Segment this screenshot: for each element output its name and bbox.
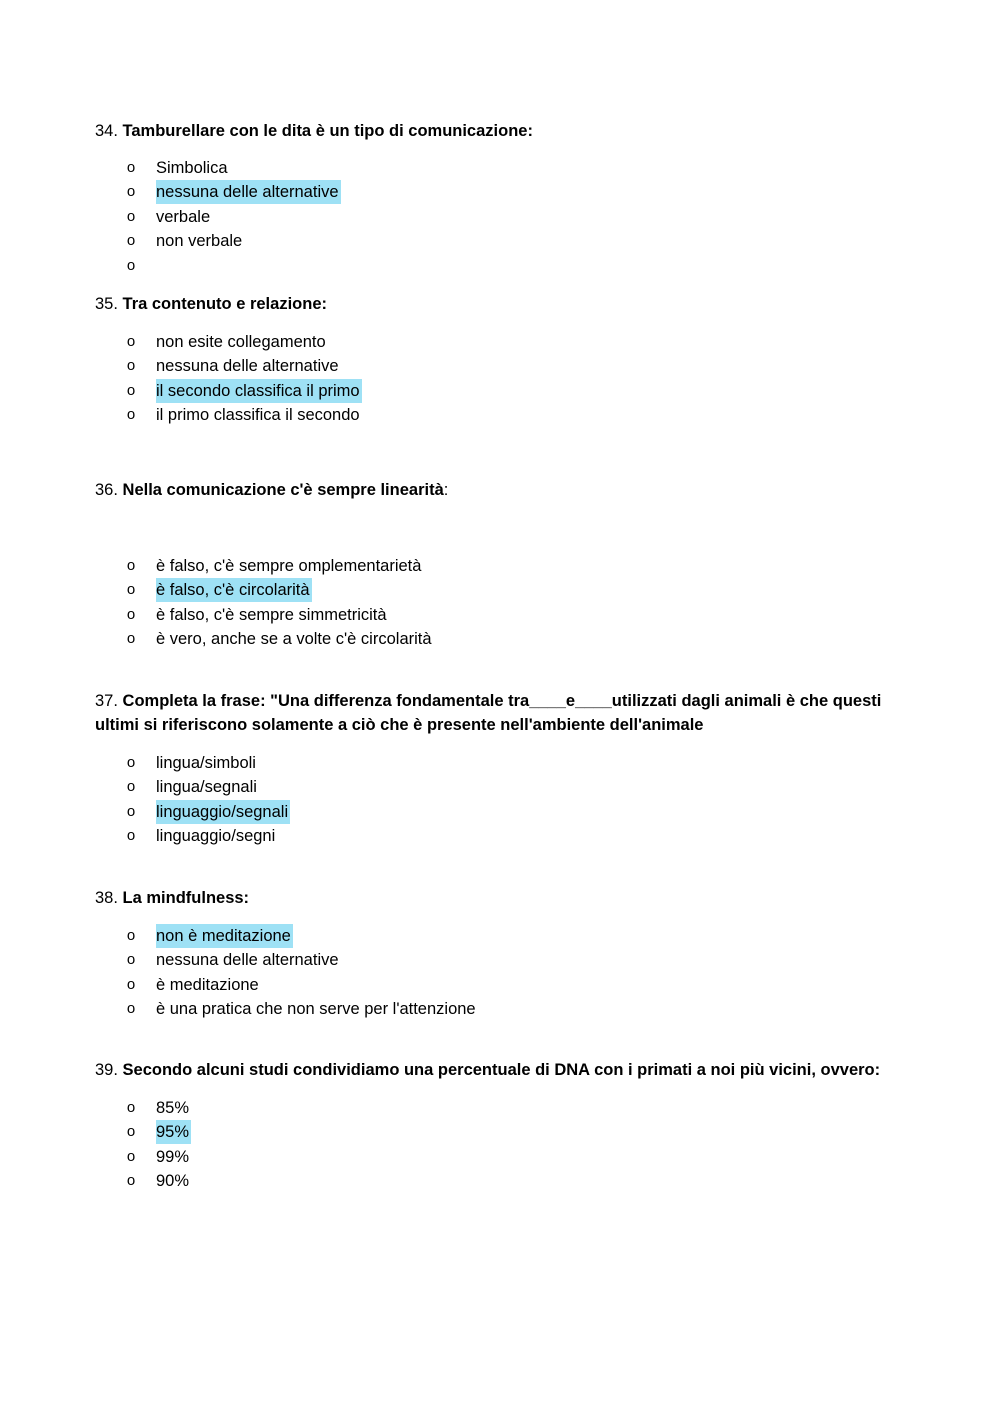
answer-option (95, 254, 895, 278)
circle-bullet-icon: o (126, 333, 136, 350)
circle-bullet-icon: o (126, 754, 136, 771)
question-text (95, 292, 895, 316)
circle-bullet-icon: o (126, 927, 136, 944)
answer-label: nessuna delle alternative (156, 357, 339, 376)
circle-bullet-icon: o (126, 207, 136, 225)
answer-label: è una pratica che non serve per l'attenzione (156, 1000, 476, 1019)
answer-label-highlighted: 95% (156, 1120, 191, 1144)
answer-label: è vero, anche se a volte c'è circolarità (156, 630, 432, 649)
circle-bullet-icon: o (126, 406, 136, 424)
answer-label: non esite collegamento (156, 333, 326, 351)
answer-option (95, 354, 895, 378)
question-suffix: : (443, 481, 449, 499)
question-number: 37. (95, 692, 118, 710)
answer-label: il primo classifica il secondo (156, 406, 360, 425)
answer-option (95, 924, 895, 948)
answer-option (95, 156, 895, 180)
answer-option (95, 997, 895, 1021)
circle-bullet-icon: o (126, 256, 136, 274)
question-38 (95, 886, 895, 1022)
question-37 (95, 689, 885, 849)
answer-options (95, 751, 885, 849)
question-number: 38. (95, 889, 118, 907)
answer-option (95, 775, 885, 799)
answer-option (95, 800, 885, 824)
question-39 (95, 1058, 895, 1194)
circle-bullet-icon: o (126, 1172, 136, 1190)
question-text (95, 886, 895, 910)
answer-label-highlighted: il secondo classifica il primo (156, 379, 362, 403)
question-number: 35. (95, 295, 118, 313)
answer-option (95, 1120, 895, 1144)
circle-bullet-icon: o (126, 183, 136, 201)
answer-label-highlighted: nessuna delle alternative (156, 180, 341, 204)
question-body: Nella comunicazione c'è sempre linearità (122, 481, 444, 499)
answer-label: non verbale (156, 232, 243, 251)
circle-bullet-icon: o (126, 802, 136, 820)
answer-option (95, 603, 895, 627)
answer-options (95, 924, 895, 1022)
circle-bullet-icon: o (126, 951, 136, 969)
answer-label: 90% (156, 1172, 190, 1191)
answer-option (95, 1096, 895, 1120)
circle-bullet-icon: o (126, 778, 136, 796)
circle-bullet-icon: o (126, 1000, 136, 1018)
question-body: La mindfulness: (122, 889, 250, 907)
answer-option (95, 403, 895, 427)
question-text (95, 689, 885, 737)
answer-label: 99% (156, 1147, 190, 1166)
answer-options (95, 330, 895, 428)
question-number: 39. (95, 1061, 118, 1079)
circle-bullet-icon: o (126, 232, 136, 250)
answer-option (95, 554, 895, 578)
answer-option (95, 824, 885, 848)
answer-option (95, 578, 895, 602)
answer-option (95, 1145, 895, 1169)
circle-bullet-icon: o (126, 159, 136, 176)
circle-bullet-icon: o (126, 581, 136, 599)
circle-bullet-icon: o (126, 381, 136, 399)
answer-label: nessuna delle alternative (156, 951, 339, 970)
answer-options (95, 1096, 895, 1194)
answer-option (95, 627, 895, 651)
answer-label-highlighted: linguaggio/segnali (156, 800, 290, 824)
answer-option (95, 205, 895, 229)
answer-option (95, 973, 895, 997)
answer-label: 85% (156, 1099, 190, 1117)
answer-label: Simbolica (156, 159, 228, 177)
answer-option (95, 948, 895, 972)
answer-options (95, 156, 895, 278)
question-36 (95, 478, 895, 652)
question-body: Tamburellare con le dita è un tipo di comunicazione: (122, 122, 533, 140)
answer-label: verbale (156, 207, 211, 226)
answer-option (95, 330, 895, 354)
answer-option (95, 180, 895, 204)
question-body: Tra contenuto e relazione: (122, 295, 327, 313)
circle-bullet-icon: o (126, 630, 136, 648)
question-text (95, 119, 895, 143)
question-body: Secondo alcuni studi condividiamo una percentuale di DNA con i primati a noi più vicini, ovvero: (122, 1061, 881, 1079)
answer-label: lingua/segnali (156, 778, 257, 797)
circle-bullet-icon: o (126, 1099, 136, 1116)
circle-bullet-icon: o (126, 1147, 136, 1165)
answer-label-highlighted: non è meditazione (156, 924, 293, 948)
answer-option (95, 751, 885, 775)
answer-options (95, 554, 895, 652)
question-number: 36. (95, 481, 118, 499)
question-35 (95, 292, 895, 428)
question-text (95, 478, 895, 502)
answer-option (95, 229, 895, 253)
question-34 (95, 119, 895, 278)
answer-option (95, 379, 895, 403)
circle-bullet-icon: o (126, 357, 136, 375)
answer-label-highlighted: è falso, c'è circolarità (156, 578, 312, 602)
answer-label: lingua/simboli (156, 754, 256, 772)
question-text (95, 1058, 895, 1082)
circle-bullet-icon: o (126, 827, 136, 845)
answer-label: è falso, c'è sempre simmetricità (156, 605, 387, 624)
question-body: Completa la frase: "Una differenza fondamentale tra____e____utilizzati dagli animali è che questi ultimi si riferiscono solamente a ciò che è presente nell'ambiente dell'animale (95, 692, 882, 734)
circle-bullet-icon: o (126, 605, 136, 623)
circle-bullet-icon: o (126, 1123, 136, 1141)
circle-bullet-icon: o (126, 975, 136, 993)
answer-label: è falso, c'è sempre omplementarietà (156, 557, 422, 575)
question-number: 34. (95, 122, 118, 140)
circle-bullet-icon: o (126, 557, 136, 574)
answer-option (95, 1169, 895, 1193)
answer-label: è meditazione (156, 975, 259, 994)
answer-label: linguaggio/segni (156, 827, 276, 846)
